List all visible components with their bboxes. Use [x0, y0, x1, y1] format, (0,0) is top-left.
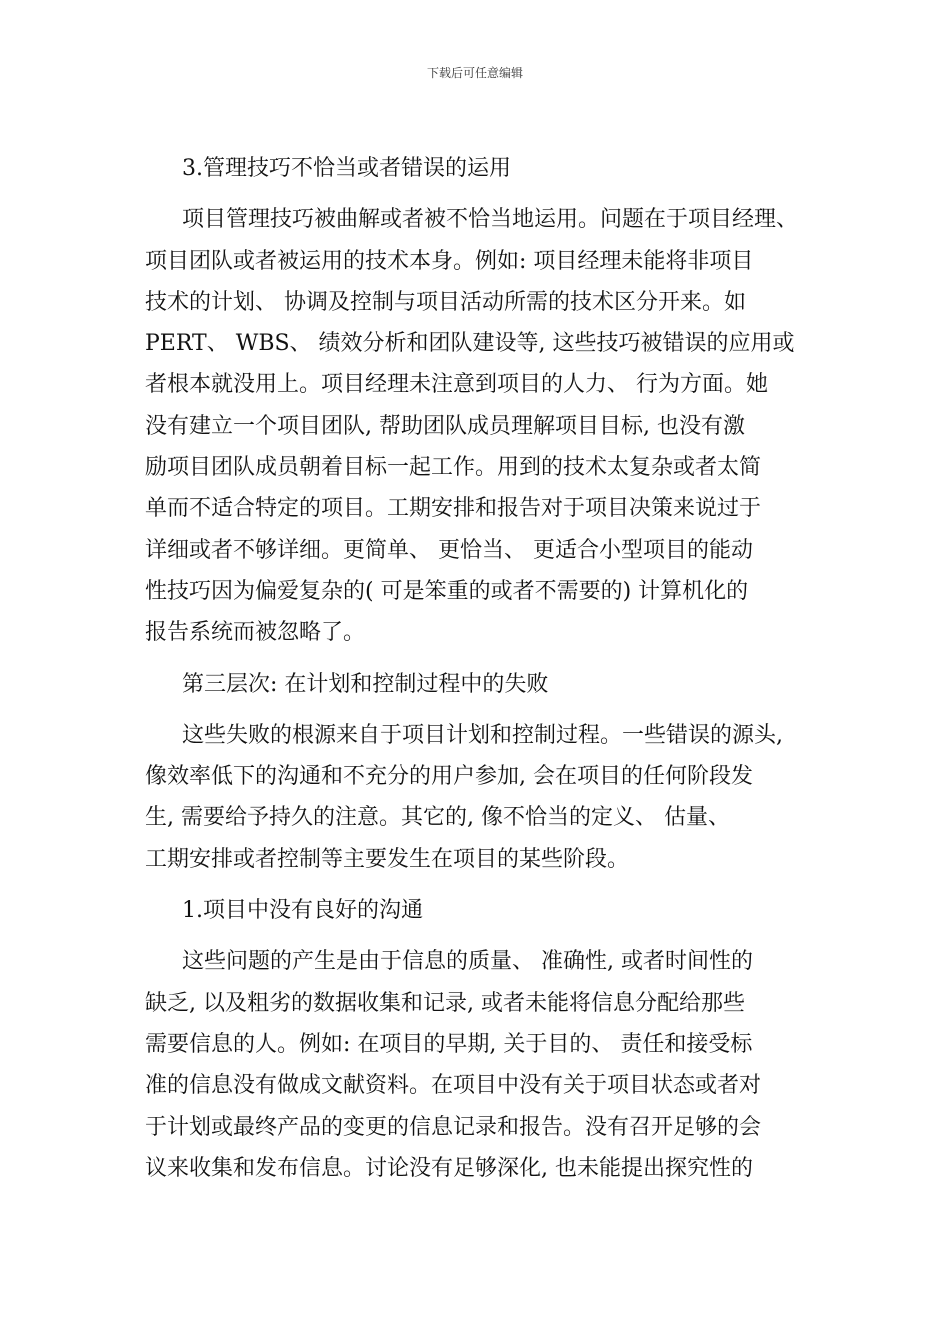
section-heading [145, 148, 815, 189]
paragraph-line: PERT、 WBS、 绩效分析和团队建设等, 这些技巧被错误的应用或 [145, 331, 795, 357]
heading-line: 1.项目中没有良好的沟通 [182, 898, 423, 924]
paragraph-line: 像效率低下的沟通和不充分的用户参加, 会在项目的任何阶段发 [145, 764, 753, 790]
heading-line: 第三层次: 在计划和控制过程中的失败 [182, 671, 549, 697]
section-heading [145, 664, 815, 705]
paragraph-line: 技术的计划、 协调及控制与项目活动所需的技术区分开来。如 [145, 289, 746, 315]
paragraph-line: 这些问题的产生是由于信息的质量、 准确性, 或者时间性的 [182, 949, 753, 975]
paragraph [145, 199, 815, 653]
paragraph-line: 工期安排或者控制等主要发生在项目的某些阶段。 [145, 846, 630, 872]
paragraph [145, 941, 815, 1189]
paragraph [145, 715, 815, 880]
paragraph-line: 报告系统而被忽略了。 [145, 620, 366, 646]
document-body [145, 148, 815, 1189]
paragraph-line: 这些失败的根源来自于项目计划和控制过程。一些错误的源头, [182, 722, 783, 748]
section-heading [145, 890, 815, 931]
paragraph-line: 详细或者不够详细。更简单、 更恰当、 更适合小型项目的能动 [145, 537, 753, 563]
paragraph-line: 项目团队或者被运用的技术本身。例如: 项目经理未能将非项目 [145, 248, 754, 274]
paragraph-line: 于计划或最终产品的变更的信息记录和报告。没有召开足够的会 [145, 1114, 762, 1140]
paragraph-line: 项目管理技巧被曲解或者被不恰当地运用。问题在于项目经理、 [182, 207, 799, 233]
paragraph-line: 准的信息没有做成文献资料。在项目中没有关于项目状态或者对 [145, 1073, 762, 1099]
paragraph-line: 单而不适合特定的项目。工期安排和报告对于项目决策来说过于 [145, 496, 762, 522]
paragraph-line: 没有建立一个项目团队, 帮助团队成员理解项目目标, 也没有激 [145, 413, 745, 439]
paragraph-line: 缺乏, 以及粗劣的数据收集和记录, 或者未能将信息分配给那些 [145, 990, 745, 1016]
paragraph-line: 励项目团队成员朝着目标一起工作。用到的技术太复杂或者太简 [145, 455, 762, 481]
page-header: 下载后可任意编辑 [426, 66, 523, 80]
paragraph-line: 生, 需要给予持久的注意。其它的, 像不恰当的定义、 估量、 [145, 805, 730, 831]
paragraph-line: 性技巧因为偏爱复杂的( 可是笨重的或者不需要的) 计算机化的 [145, 578, 749, 604]
heading-line: 3.管理技巧不恰当或者错误的运用 [182, 156, 511, 181]
paragraph-line: 者根本就没用上。项目经理未注意到项目的人力、 行为方面。她 [145, 372, 768, 398]
paragraph-line: 议来收集和发布信息。讨论没有足够深化, 也未能提出探究性的 [145, 1155, 753, 1181]
paragraph-line: 需要信息的人。例如: 在项目的早期, 关于目的、 责任和接受标 [145, 1031, 753, 1057]
